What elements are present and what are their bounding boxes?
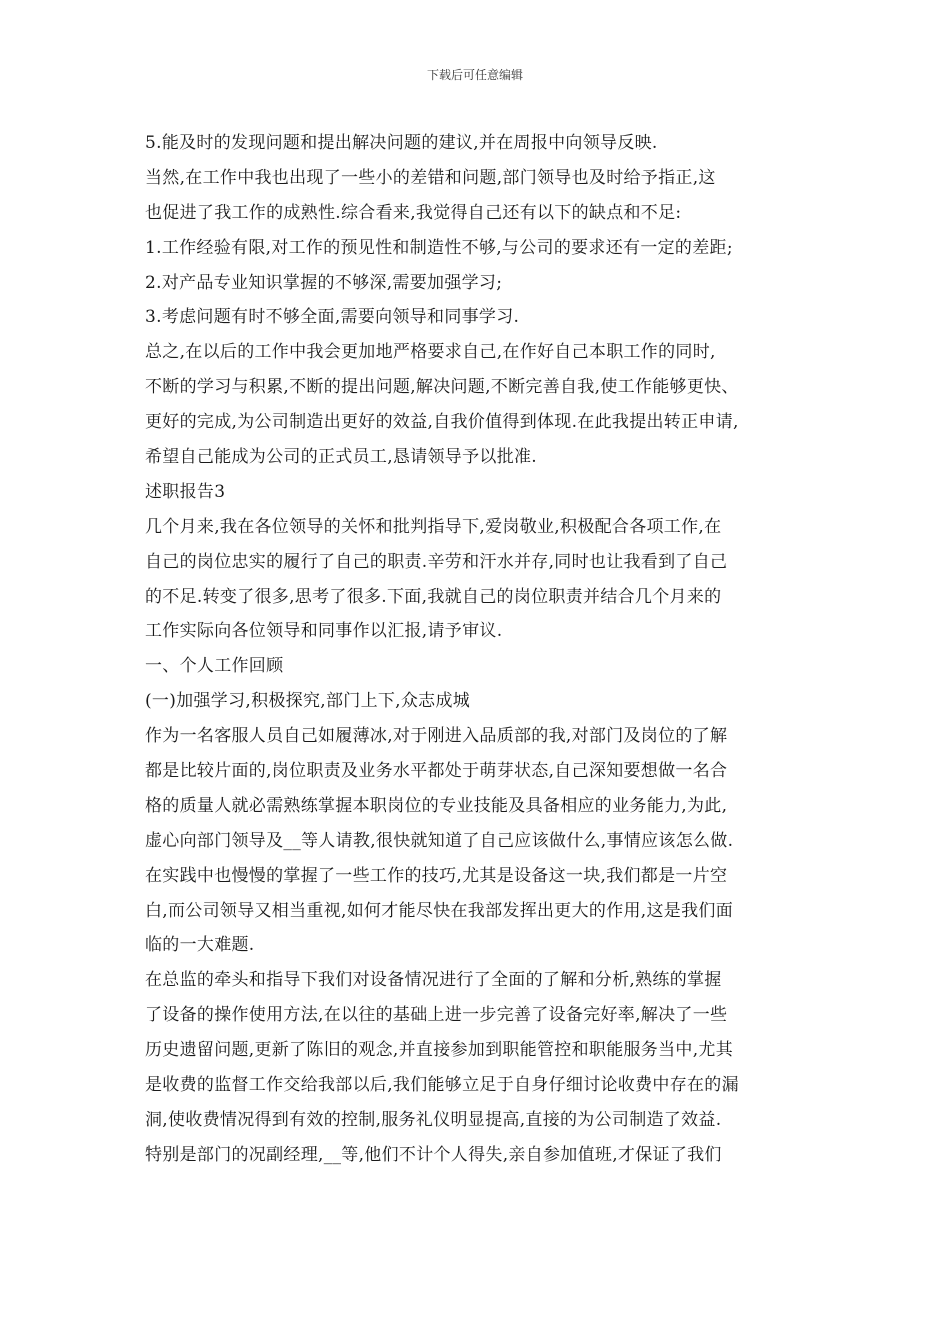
text-line: 作为一名客服人员自己如履薄冰,对于刚进入品质部的我,对部门及岗位的了解	[145, 726, 728, 747]
text-line: 临的一大难题.	[145, 935, 255, 956]
text-line: 都是比较片面的,岗位职责及业务水平都处于萌芽状态,自己深知要想做一名合	[145, 761, 728, 782]
text-line: 几个月来,我在各位领导的关怀和批判指导下,爱岗敬业,积极配合各项工作,在	[145, 516, 722, 537]
text-line: 是收费的监督工作交给我部以后,我们能够立足于自身仔细讨论收费中存在的漏	[145, 1075, 739, 1096]
text-line: 希望自己能成为公司的正式员工,恳请领导予以批准.	[145, 447, 538, 468]
page-header: 下载后可任意编辑	[426, 68, 523, 82]
text-line: 不断的学习与积累,不断的提出问题,解决问题,不断完善自我,使工作能够更快、	[145, 377, 739, 398]
text-line: 特别是部门的况副经理,__等,他们不计个人得失,亲自参加值班,才保证了我们	[145, 1144, 722, 1165]
text-line: 总之,在以后的工作中我会更加地严格要求自己,在作好自己本职工作的同时,	[145, 342, 716, 363]
text-line: 当然,在工作中我也出现了一些小的差错和问题,部门领导也及时给予指正,这	[145, 167, 716, 188]
text-line: 了设备的操作使用方法,在以往的基础上进一步完善了设备完好率,解决了一些	[145, 1005, 728, 1026]
text-line: 的不足.转变了很多,思考了很多.下面,我就自己的岗位职责并结合几个月来的	[145, 586, 722, 607]
text-line: 在实践中也慢慢的掌握了一些工作的技巧,尤其是设备这一块,我们都是一片空	[145, 865, 728, 886]
text-line: 自己的岗位忠实的履行了自己的职责.辛劳和汗水并存,同时也让我看到了自己	[145, 551, 728, 572]
text-line: 虚心向部门领导及__等人请教,很快就知道了自己应该做什么,事情应该怎么做.	[145, 830, 734, 851]
document-body	[145, 126, 825, 1173]
text-line: 1.工作经验有限,对工作的预见性和制造性不够,与公司的要求还有一定的差距;	[145, 237, 733, 258]
text-line: 工作实际向各位领导和同事作以汇报,请予审议.	[145, 621, 503, 642]
text-line: 格的质量人就必需熟练掌握本职岗位的专业技能及具备相应的业务能力,为此,	[145, 795, 728, 816]
text-line: 3.考虑问题有时不够全面,需要向领导和同事学习.	[145, 307, 520, 328]
text-line: 2.对产品专业知识掌握的不够深,需要加强学习;	[145, 272, 503, 293]
subsection-heading: (一)加强学习,积极探究,部门上下,众志成城	[145, 691, 471, 712]
text-line: 洞,使收费情况得到有效的控制,服务礼仪明显提高,直接的为公司制造了效益.	[145, 1109, 722, 1130]
section-heading: 述职报告3	[145, 481, 226, 502]
text-line: 在总监的牵头和指导下我们对设备情况进行了全面的了解和分析,熟练的掌握	[145, 970, 722, 991]
text-line: 也促进了我工作的成熟性.综合看来,我觉得自己还有以下的缺点和不足:	[145, 202, 682, 223]
section-heading: 一、个人工作回顾	[145, 656, 284, 677]
text-line: 5.能及时的发现问题和提出解决问题的建议,并在周报中向领导反映.	[145, 133, 658, 153]
text-line: 历史遗留问题,更新了陈旧的观念,并直接参加到职能管控和职能服务当中,尤其	[145, 1040, 734, 1061]
text-line: 更好的完成,为公司制造出更好的效益,自我价值得到体现.在此我提出转正申请,	[145, 412, 739, 433]
text-line: 白,而公司领导又相当重视,如何才能尽快在我部发挥出更大的作用,这是我们面	[145, 900, 734, 921]
